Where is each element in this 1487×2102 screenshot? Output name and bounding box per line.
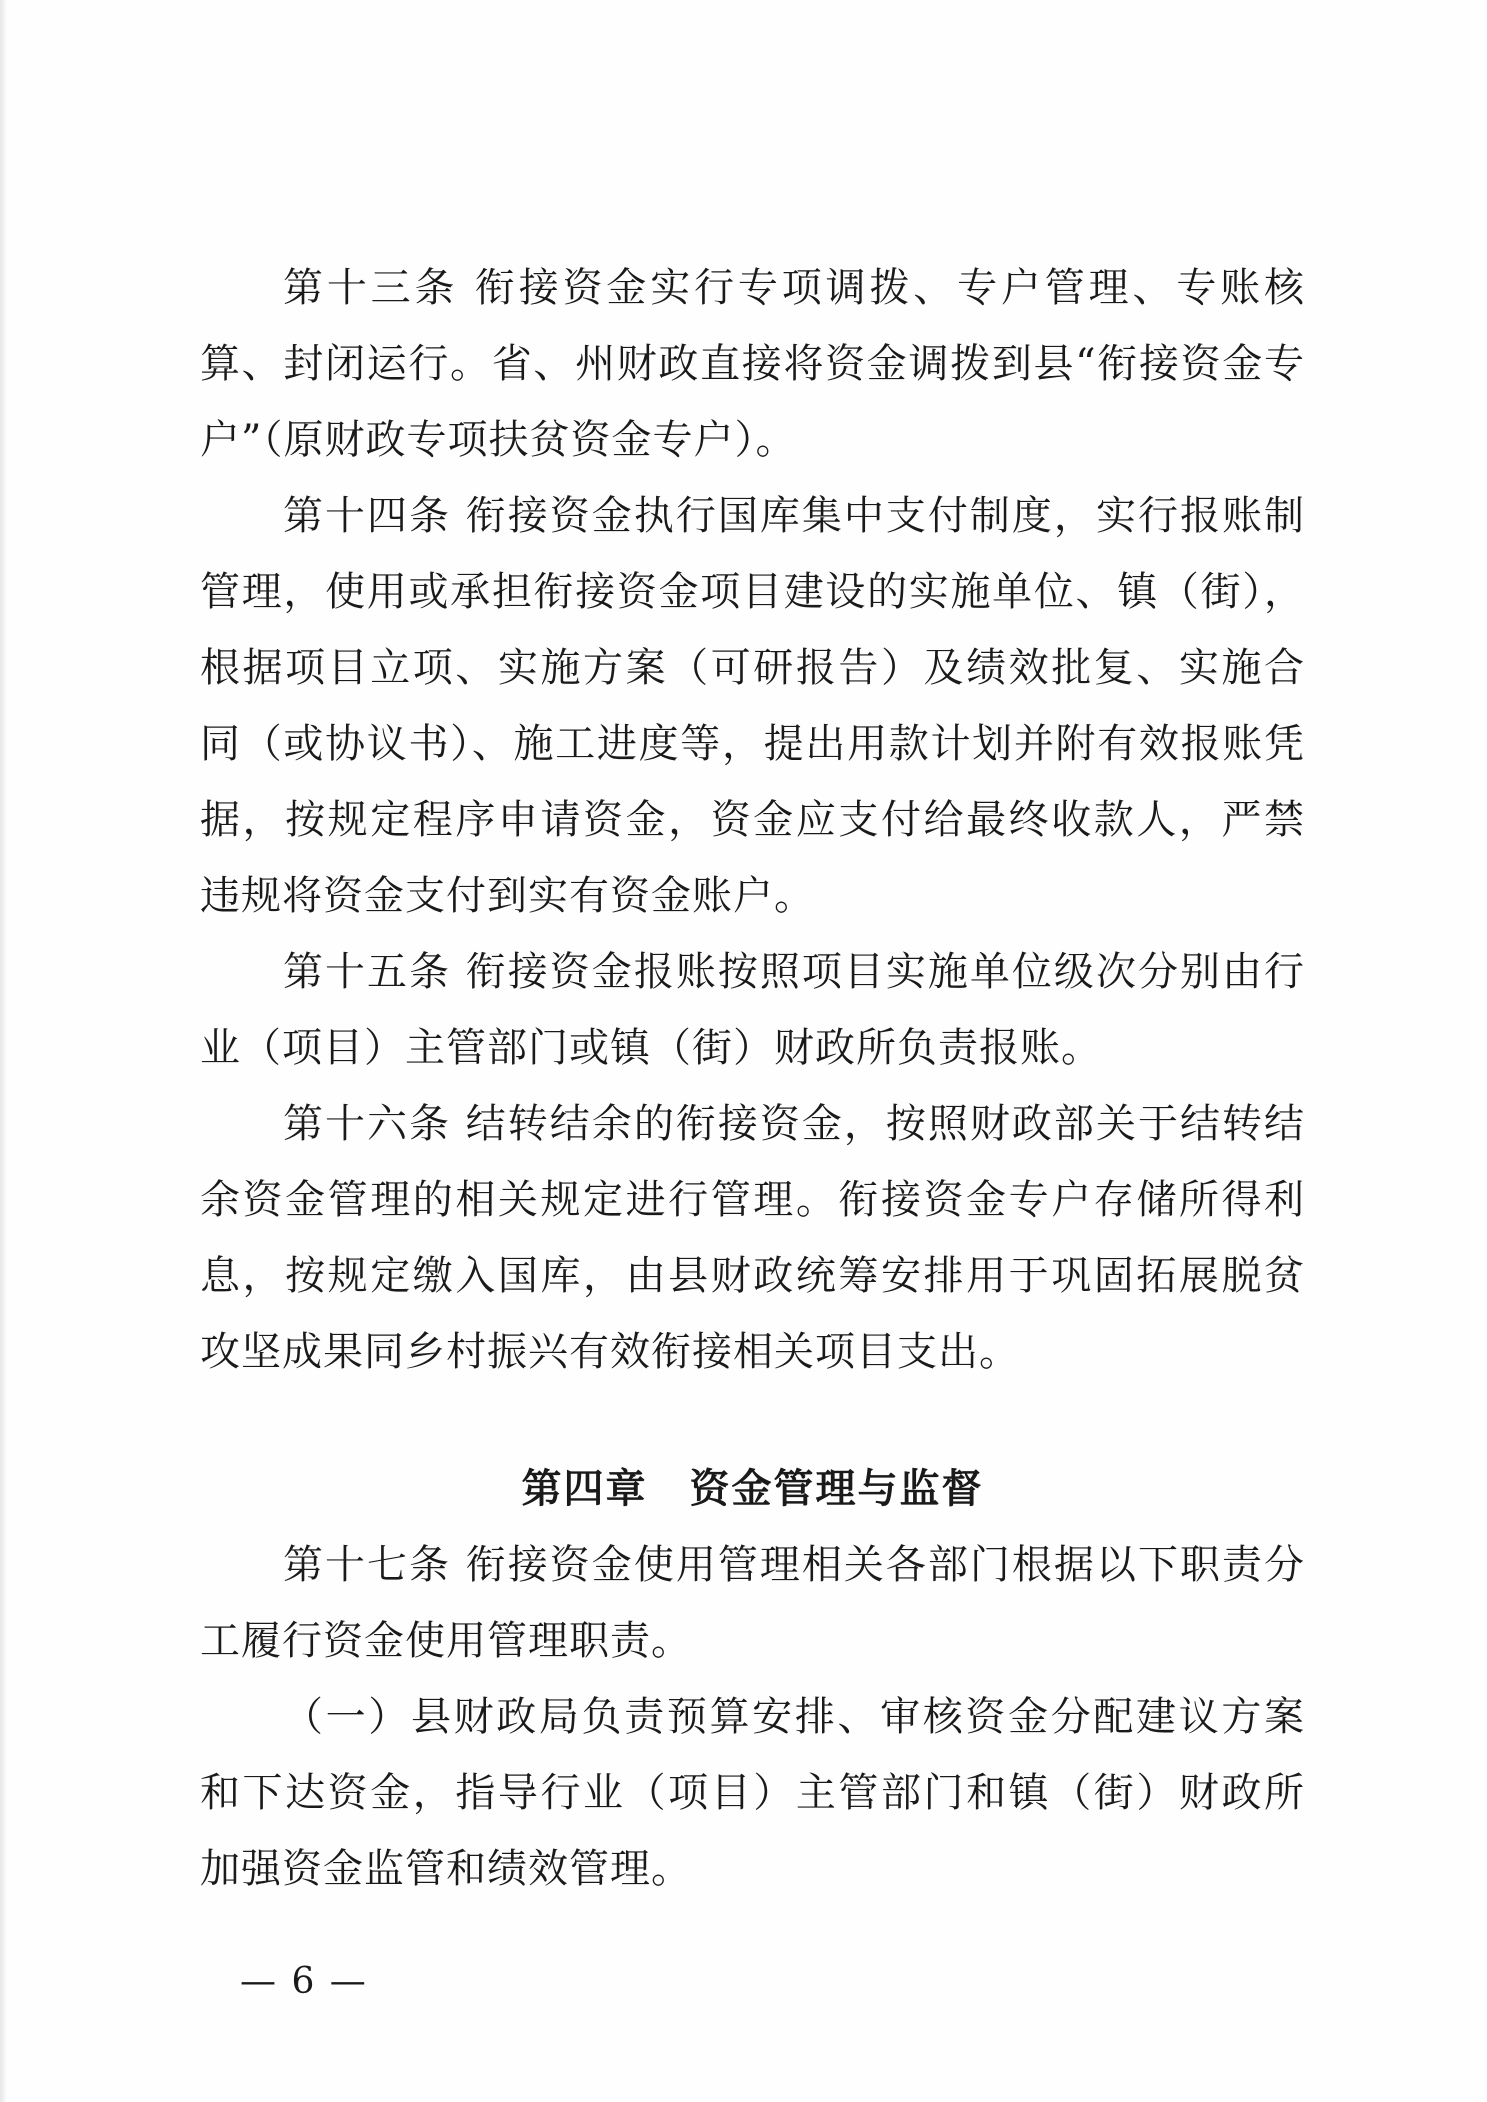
article-17-paragraph: 第十七条 衔接资金使用管理相关各部门根据以下职责分工履行资金使用管理职责。 (200, 1542, 1305, 1664)
article-17-item-1-paragraph: （一）县财政局负责预算安排、审核资金分配建议方案和下达资金，指导行业（项目）主管部门和镇（街）财政所加强资金监管和绩效管理。 (200, 1694, 1305, 1892)
page-number: — 6 — (240, 1961, 368, 2002)
document-body (200, 250, 1305, 1907)
chapter-heading: 第四章 资金管理与监督 (521, 1466, 984, 1512)
article-13-paragraph: 第十三条 衔接资金实行专项调拨、专户管理、专账核算、封闭运行。省、州财政直接将资金调拨到县“衔接资金专户”（原财政专项扶贫资金专户）。 (200, 265, 1305, 463)
article-15-paragraph: 第十五条 衔接资金报账按照项目实施单位级次分别由行业（项目）主管部门或镇（街）财政所负责报账。 (200, 949, 1305, 1071)
scan-edge-shadow (0, 0, 6, 2102)
article-16-paragraph: 第十六条 结转结余的衔接资金，按照财政部关于结转结余资金管理的相关规定进行管理。衔接资金专户存储所得利息，按规定缴入国库，由县财政统筹安排用于巩固拓展脱贫攻坚成果同乡村振兴有效衔接相关项目支出。 (200, 1101, 1305, 1375)
article-14-paragraph: 第十四条 衔接资金执行国库集中支付制度，实行报账制管理，使用或承担衔接资金项目建设的实施单位、镇（街），根据项目立项、实施方案（可研报告）及绩效批复、实施合同（或协议书）、施工进度等，提出用款计划并附有效报账凭据，按规定程序申请资金，资金应支付给最终收款人，严禁违规将资金支付到实有资金账户。 (200, 493, 1305, 919)
